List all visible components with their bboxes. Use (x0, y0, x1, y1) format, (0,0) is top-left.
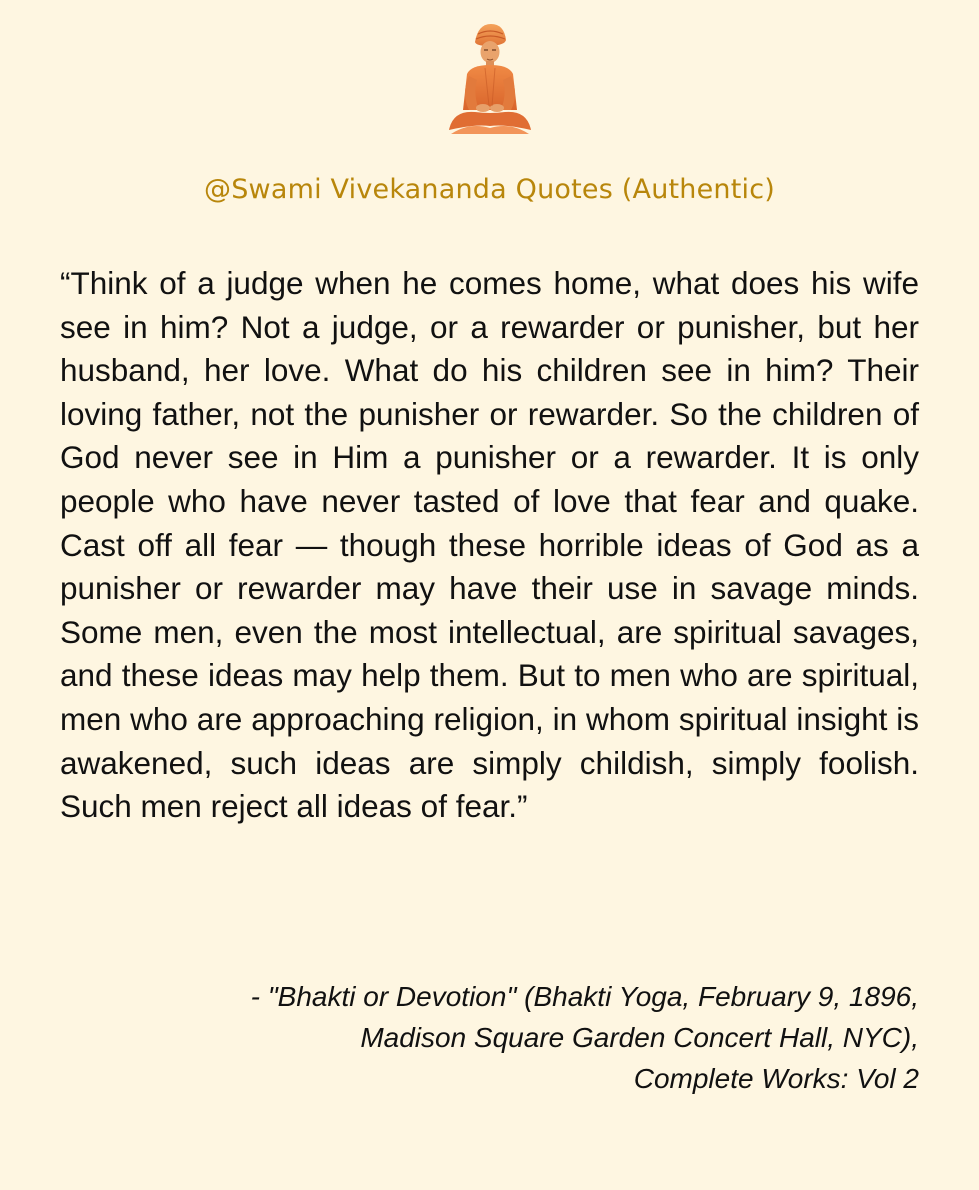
citation-line: Complete Works: Vol 2 (633, 1063, 919, 1094)
channel-handle: @Swami Vivekananda Quotes (Authentic) (204, 174, 775, 205)
meditating-monk-portrait-icon (445, 18, 535, 136)
quote-text: “Think of a judge when he comes home, what does his wife see in him? Not a judge, or a rewarder or punisher, but her husband, her love. What do his children see in him? Their loving father, not the punisher or rewarder. So the children of God never see in Him a punisher or a rewarder. It is only people who have never tasted of love that fear and quake. Cast off all fear — though these horrible ideas of God as a punisher or rewarder may have their use in savage minds. Some men, even the most intellectual, are spiritual savages, and these ideas may help them. But to men who are spiritual, men who are approaching religion, in whom spiritual insight is awakened, such ideas are simply childish, simply foolish. Such men reject all ideas of fear.” (60, 265, 919, 825)
citation-line: - "Bhakti or Devotion" (Bhakti Yoga, February 9, 1896, (250, 981, 919, 1012)
quote-citation (120, 976, 919, 1099)
citation-line: Madison Square Garden Concert Hall, NYC), (360, 1022, 919, 1053)
